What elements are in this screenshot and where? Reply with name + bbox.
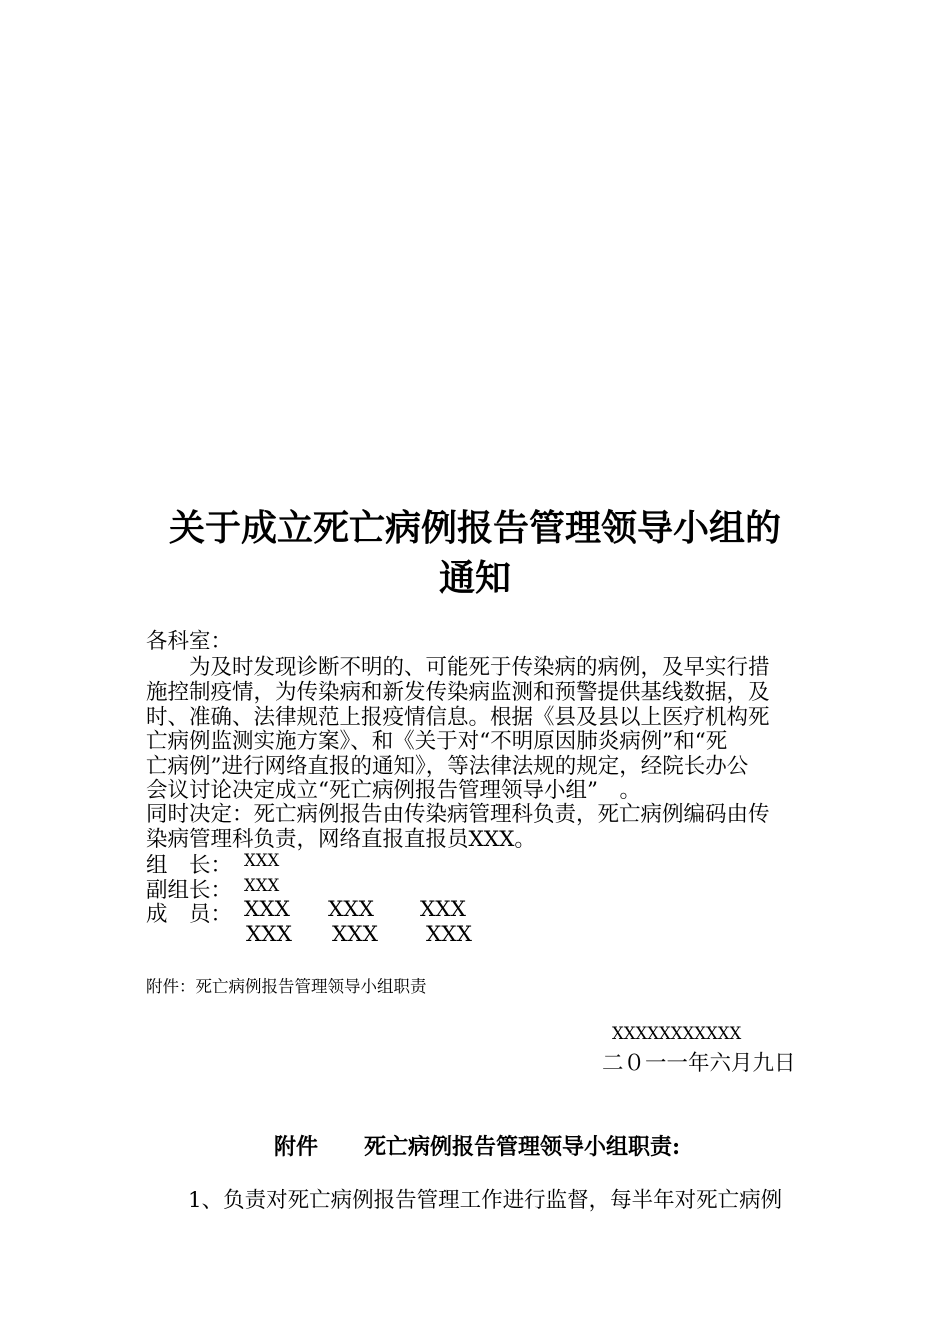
body-line: 时、准确、法律规范上报疫情信息。根据《县及县以上医疗机构死	[146, 705, 770, 730]
signature-date: 二０一一年六月九日	[602, 1051, 796, 1076]
body-line: 会议讨论决定成立“死亡病例报告管理领导小组” 。	[146, 778, 641, 803]
attachment-heading-label: 附件	[274, 1134, 319, 1160]
member-name: XXX	[332, 922, 378, 947]
salutation: 各科室：	[146, 629, 233, 654]
member-name: XXX	[328, 897, 374, 922]
body-line: 同时决定：死亡病例报告由传染病管理科负责，死亡病例编码由传	[146, 802, 770, 827]
members-label: 成 员：	[146, 902, 233, 927]
body-line: 亡病例”进行网络直报的通知》，等法律法规的规定，经院长办公	[146, 754, 749, 779]
attachment-note: 附件：死亡病例报告管理领导小组职责	[146, 977, 427, 996]
attachment-heading-text: 死亡病例报告管理领导小组职责:	[364, 1134, 681, 1160]
member-name: XXX	[244, 897, 290, 922]
body-line: 施控制疫情，为传染病和新发传染病监测和预警提供基线数据，及	[146, 680, 770, 705]
member-name: XXX	[426, 922, 472, 947]
signature-org: XXXXXXXXXXX	[612, 1024, 742, 1043]
body-line: 亡病例监测实施方案》、和《关于对“不明原因肺炎病例”和“死	[146, 729, 728, 754]
leader-label: 组 长：	[146, 853, 233, 878]
body-line: 染病管理科负责，网络直报直报员XXX。	[146, 827, 536, 852]
member-name: XXX	[246, 922, 292, 947]
doc-title-line1: 关于成立死亡病例报告管理领导小组的	[168, 507, 781, 549]
deputy-value: XXX	[244, 876, 280, 895]
leader-value: XXX	[244, 851, 280, 870]
member-name: XXX	[420, 897, 466, 922]
deputy-label: 副组长：	[146, 878, 233, 903]
attachment-item-1: 1、负责对死亡病例报告管理工作进行监督，每半年对死亡病例	[188, 1188, 783, 1213]
body-line: 为及时发现诊断不明的、可能死于传染病的病例，及早实行措	[146, 655, 770, 680]
doc-title-line2: 通知	[438, 557, 511, 599]
